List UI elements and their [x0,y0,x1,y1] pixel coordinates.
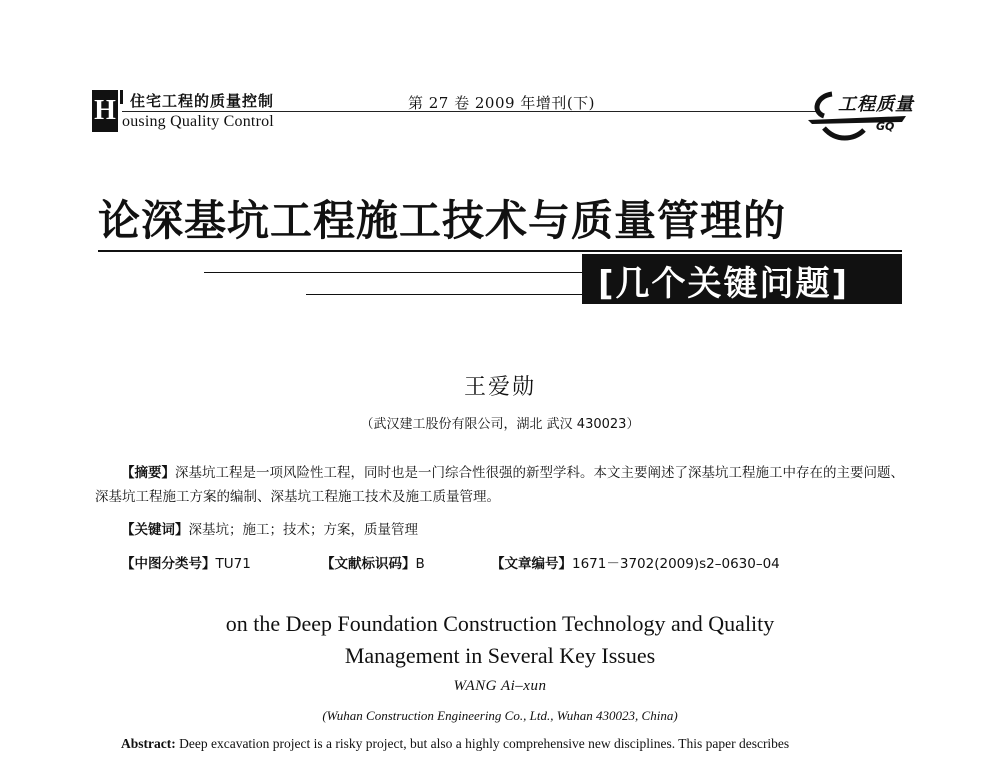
clc-number [121,552,251,572]
title-rule-2 [204,272,582,273]
clc-label: 【中图分类号】 [121,556,216,572]
logo-swoosh-top [817,94,832,116]
clc-value: TU71 [215,556,251,572]
article-number-value: 1671－3702(2009)s2–0630–04 [572,556,780,572]
journal-mark: H [92,90,118,132]
doc-code [321,552,425,572]
title-en-line-2: Management in Several Key Issues [344,643,656,668]
journal-name-cn: 住宅工程的质量控制 [130,92,275,110]
abstract-en [121,736,921,752]
title-line-2: [几个关键问题] [598,264,850,304]
abstract-cn [95,461,910,509]
article-number-label: 【文章编号】 [491,556,572,572]
keywords-cn-label: 【关键词】 [121,522,189,538]
doc-code-value: B [415,556,425,572]
title-line-1: 论深基坑工程施工技术与质量管理的 [98,196,787,245]
title-rule-3 [306,294,582,295]
affiliation-en: (Wuhan Construction Engineering Co., Ltd., Wuhan 430023, China) [322,708,678,723]
author-cn: 王爱勋 [463,375,536,400]
title-en-line-1: on the Deep Foundation Construction Technology and Quality [225,611,775,636]
author-en: WANG Ai–xun [453,678,547,694]
title-rule-1 [98,250,902,252]
logo-text: 工程质量 [838,94,914,115]
abstract-en-text: Deep excavation project is a risky project, but also a highly comprehensive new disciplines. This paper describes [179,736,790,751]
doc-code-label: 【文献标识码】 [321,556,416,572]
affiliation-cn: （武汉建工股份有限公司，湖北 武汉 430023） [360,417,640,432]
keywords-cn [121,518,936,542]
abstract-cn-text: 深基坑工程是一项风险性工程，同时也是一门综合性很强的新型学科。本文主要阐述了深基坑工程施工中存在的主要问题、深基坑工程施工方案的编制、深基坑工程施工技术及施工质量管理。 [95,465,904,505]
issue-info: 第 27 卷 2009 年增刊(下) [408,94,596,112]
logo-swoosh-bottom [824,128,864,138]
logo-sub-text: GQ [876,120,895,133]
abstract-en-label: Abstract: [121,736,176,751]
article-number [491,552,780,572]
abstract-cn-label: 【摘要】 [121,465,175,481]
journal-name-en: ousing Quality Control [122,113,274,130]
journal-mark-bar [120,90,123,104]
title-en [0,608,1000,672]
keywords-cn-text: 深基坑；施工；技术；方案，质量管理 [188,522,418,538]
